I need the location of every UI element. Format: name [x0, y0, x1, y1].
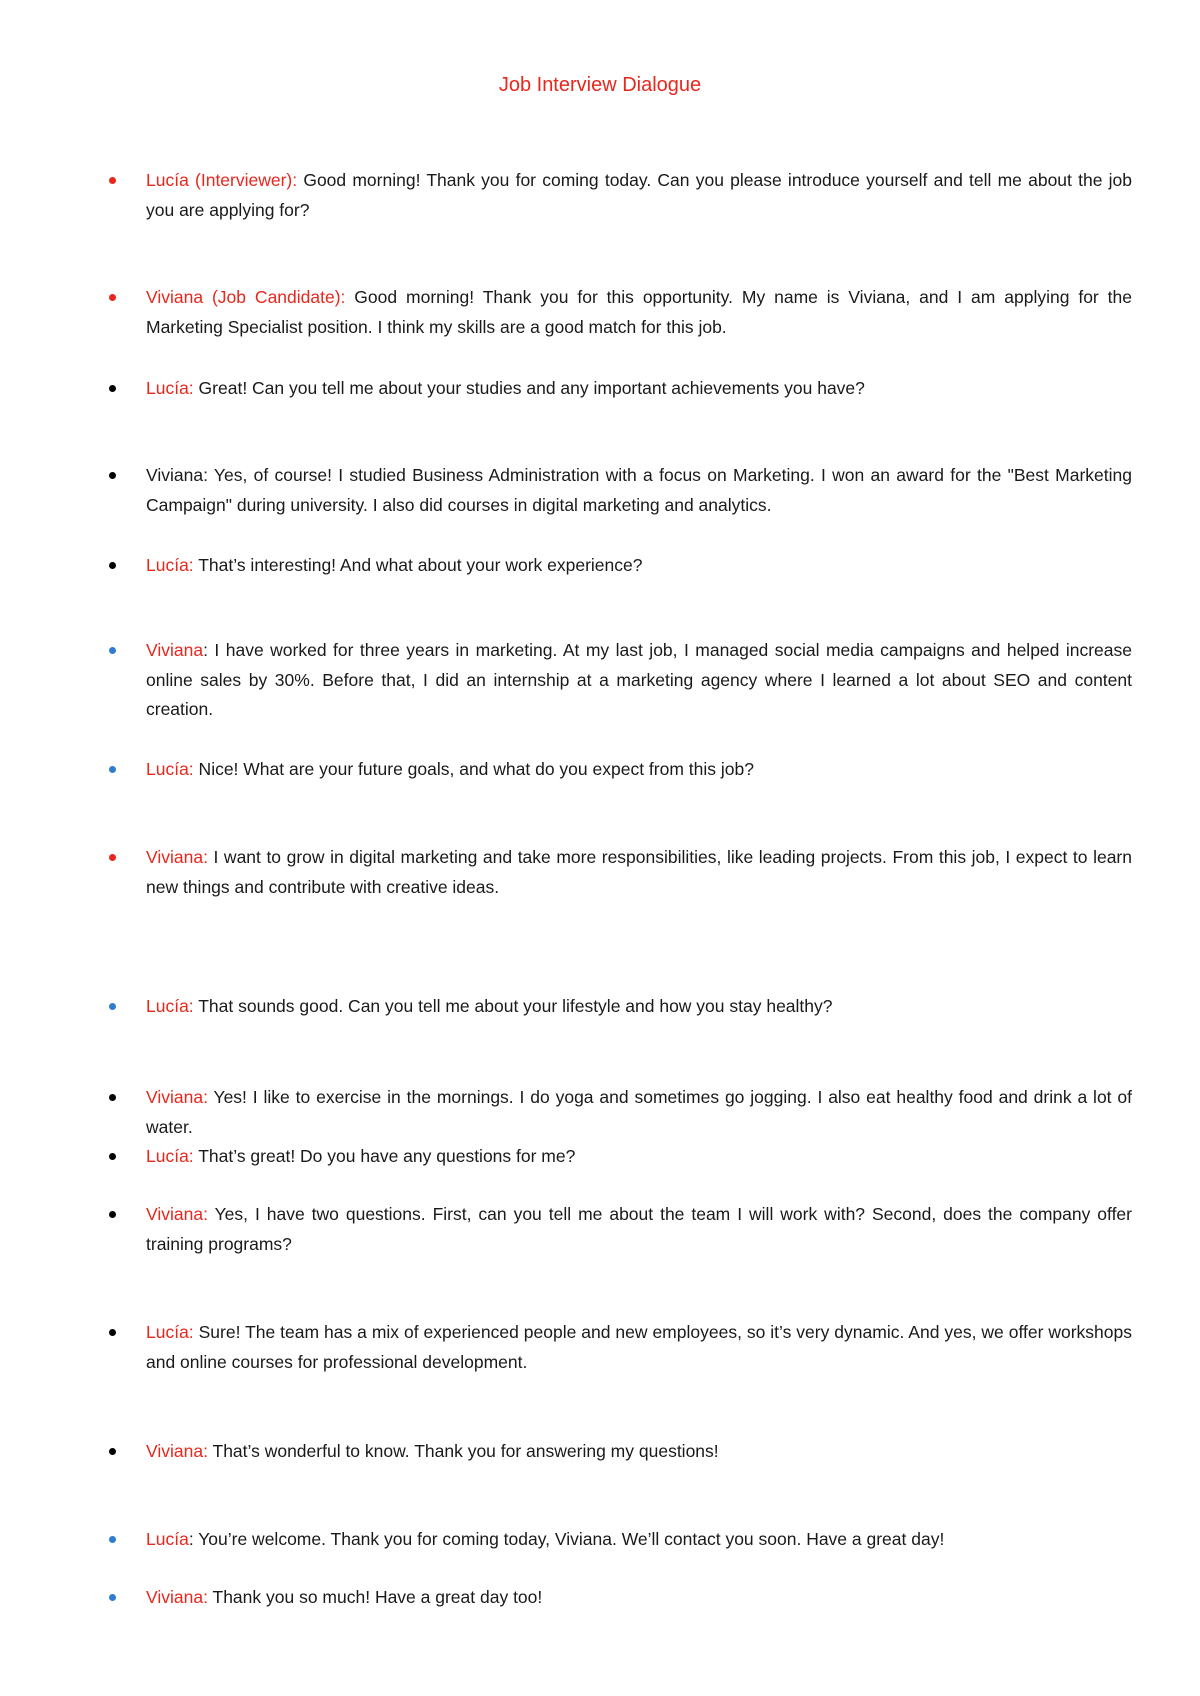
- speaker-name: Lucía:: [146, 378, 194, 398]
- speaker-name: Lucía:: [146, 996, 194, 1016]
- dialogue-text: That’s interesting! And what about your work experience?: [193, 555, 643, 575]
- bullet-icon: [109, 1211, 116, 1218]
- dialogue-text: Great! Can you tell me about your studies and any important achievements you have?: [193, 378, 865, 398]
- speaker-name: Viviana (Job Candidate):: [146, 287, 346, 307]
- dialogue-item: [146, 1200, 1132, 1259]
- bullet-icon: [109, 647, 116, 654]
- speaker-name: Lucía (Interviewer):: [146, 170, 298, 190]
- dialogue-text: That sounds good. Can you tell me about your lifestyle and how you stay healthy?: [193, 996, 833, 1016]
- dialogue-item: [146, 843, 1132, 902]
- dialogue-item: [146, 1083, 1132, 1142]
- dialogue-text: Yes, of course! I studied Business Administration with a focus on Marketing. I won an award for the "Best Marketing Campaign" during university. I also did courses in digital marketing and analytics.: [146, 465, 1132, 515]
- speaker-name: Viviana: [146, 640, 204, 660]
- dialogue-item: [146, 1318, 1132, 1377]
- speaker-name: Viviana:: [146, 1441, 208, 1461]
- dialogue-item: [146, 992, 1132, 1022]
- dialogue-text: Yes, I have two questions. First, can you tell me about the team I will work with? Second, does the company offer training programs?: [146, 1204, 1132, 1254]
- speaker-name: Viviana:: [146, 1204, 208, 1224]
- document-title: Job Interview Dialogue: [498, 74, 702, 96]
- bullet-icon: [109, 1153, 116, 1160]
- speaker-name: Lucía: [146, 1529, 189, 1549]
- dialogue-text: That’s wonderful to know. Thank you for answering my questions!: [207, 1441, 719, 1461]
- bullet-icon: [109, 1094, 116, 1101]
- dialogue-text: Nice! What are your future goals, and what do you expect from this job?: [193, 759, 754, 779]
- dialogue-item: [146, 461, 1132, 520]
- speaker-name: Lucía:: [146, 1322, 194, 1342]
- bullet-icon: [109, 1448, 116, 1455]
- bullet-icon: [109, 854, 116, 861]
- bullet-icon: [109, 766, 116, 773]
- dialogue-text: Sure! The team has a mix of experienced people and new employees, so it’s very dynamic. And yes, we offer workshops and online courses for professional development.: [146, 1322, 1132, 1372]
- dialogue-item: [146, 166, 1132, 225]
- dialogue-text: : You’re welcome. Thank you for coming today, Viviana. We’ll contact you soon. Have a great day!: [188, 1529, 945, 1549]
- bullet-icon: [109, 385, 116, 392]
- dialogue-text: Yes! I like to exercise in the mornings. I do yoga and sometimes go jogging. I also eat healthy food and drink a lot of water.: [146, 1087, 1132, 1137]
- dialogue-item: [146, 283, 1132, 342]
- dialogue-text: I want to grow in digital marketing and take more responsibilities, like leading projects. From this job, I expect to learn new things and contribute with creative ideas.: [146, 847, 1132, 897]
- dialogue-item: [146, 374, 1132, 404]
- speaker-name: Lucía:: [146, 555, 194, 575]
- bullet-icon: [109, 1594, 116, 1601]
- speaker-name: Viviana:: [146, 1587, 208, 1607]
- speaker-name: Viviana:: [146, 1087, 208, 1107]
- dialogue-text: : I have worked for three years in marketing. At my last job, I managed social media campaigns and helped increase online sales by 30%. Before that, I did an internship at a marketing agency where I learned a lot about SEO and content creation.: [146, 640, 1132, 719]
- speaker-name: Lucía:: [146, 1146, 194, 1166]
- dialogue-item: [146, 1142, 1132, 1172]
- bullet-icon: [109, 1003, 116, 1010]
- dialogue-text: Good morning! Thank you for coming today. Can you please introduce yourself and tell me about the job you are applying for?: [146, 170, 1132, 220]
- dialogue-item: [146, 1437, 1132, 1467]
- bullet-icon: [109, 1329, 116, 1336]
- dialogue-text: That’s great! Do you have any questions for me?: [193, 1146, 576, 1166]
- dialogue-item: [146, 636, 1132, 725]
- bullet-icon: [109, 472, 116, 479]
- bullet-icon: [109, 177, 116, 184]
- dialogue-text: Thank you so much! Have a great day too!: [207, 1587, 543, 1607]
- bullet-icon: [109, 1536, 116, 1543]
- bullet-icon: [109, 294, 116, 301]
- speaker-name: Lucía:: [146, 759, 194, 779]
- dialogue-item: [146, 1525, 1132, 1555]
- dialogue-item: [146, 551, 1132, 581]
- speaker-name: Viviana:: [146, 847, 208, 867]
- bullet-icon: [109, 562, 116, 569]
- dialogue-text: Good morning! Thank you for this opportunity. My name is Viviana, and I am applying for the Marketing Specialist position. I think my skills are a good match for this job.: [146, 287, 1132, 337]
- dialogue-item: [146, 1583, 1132, 1613]
- speaker-name: Viviana:: [146, 465, 208, 485]
- dialogue-item: [146, 755, 1132, 785]
